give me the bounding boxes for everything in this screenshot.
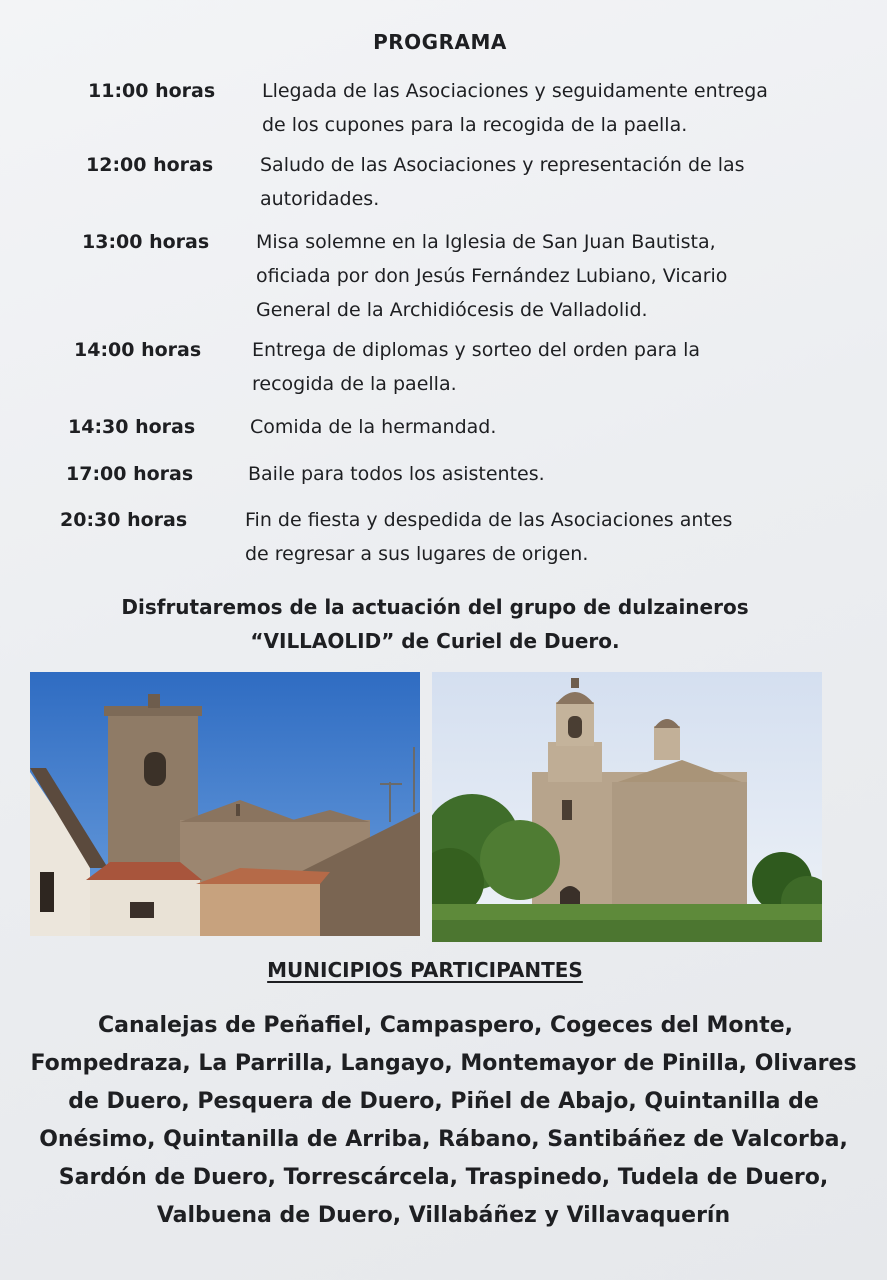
schedule-time: 17:00 horas	[66, 463, 194, 485]
schedule-description-line: de regresar a sus lugares de origen.	[245, 543, 589, 565]
church-tower-photo	[30, 672, 420, 936]
schedule-time: 12:00 horas	[86, 154, 214, 176]
municipios-line: Sardón de Duero, Torrescárcela, Traspinedo, Tudela de Duero,	[58, 1165, 829, 1190]
schedule-description-line: Entrega de diplomas y sorteo del orden para la	[252, 339, 701, 361]
schedule-time: 14:00 horas	[74, 339, 202, 361]
municipios-line: Valbuena de Duero, Villabáñez y Villavaquerín	[156, 1203, 731, 1228]
schedule-description-line: oficiada por don Jesús Fernández Lubiano, Vicario	[256, 265, 728, 287]
municipios-list	[0, 1007, 887, 1235]
schedule-description-line: Comida de la hermandad.	[250, 416, 497, 438]
schedule-row	[74, 333, 874, 401]
schedule-description	[256, 225, 727, 327]
schedule-time: 20:30 horas	[60, 509, 188, 531]
schedule-description-line: autoridades.	[260, 188, 380, 210]
schedule-description	[252, 333, 700, 401]
schedule-description-line: Fin de fiesta y despedida de las Asociaciones antes	[245, 509, 733, 531]
schedule-row	[82, 225, 882, 327]
schedule-row	[86, 148, 886, 216]
schedule-row	[88, 74, 887, 142]
schedule-row	[60, 503, 860, 571]
schedule-description-line: Baile para todos los asistentes.	[248, 463, 545, 485]
schedule-time: 13:00 horas	[82, 231, 210, 253]
schedule-row	[68, 410, 868, 444]
schedule-description-line: de los cupones para la recogida de la paella.	[262, 114, 688, 136]
programa-title: PROGRAMA	[373, 30, 507, 54]
schedule-description	[260, 148, 745, 216]
schedule-description	[262, 74, 768, 142]
dulzaineros-note	[0, 590, 870, 658]
schedule-description-line: Misa solemne en la Iglesia de San Juan Bautista,	[256, 231, 716, 253]
municipios-line: Onésimo, Quintanilla de Arriba, Rábano, Santibáñez de Valcorba,	[39, 1127, 848, 1152]
schedule-description	[245, 503, 732, 571]
municipios-line: de Duero, Pesquera de Duero, Piñel de Abajo, Quintanilla de	[68, 1089, 819, 1114]
schedule-description	[250, 410, 496, 444]
church-photo	[432, 672, 822, 942]
municipios-line: Fompedraza, La Parrilla, Langayo, Montemayor de Pinilla, Olivares	[30, 1051, 857, 1076]
schedule-time: 11:00 horas	[88, 80, 216, 102]
schedule-time: 14:30 horas	[68, 416, 196, 438]
schedule-description	[248, 457, 545, 491]
schedule-description-line: Llegada de las Asociaciones y seguidamente entrega	[262, 80, 768, 102]
municipios-title: MUNICIPIOS PARTICIPANTES	[267, 958, 583, 982]
schedule-description-line: Saludo de las Asociaciones y representación de las	[260, 154, 745, 176]
schedule-description-line: General de la Archidiócesis de Valladolid.	[256, 299, 648, 321]
note-line: Disfrutaremos de la actuación del grupo de dulzaineros	[121, 595, 749, 619]
schedule-row	[66, 457, 866, 491]
note-line: “VILLAOLID” de Curiel de Duero.	[250, 629, 620, 653]
schedule-description-line: recogida de la paella.	[252, 373, 457, 395]
municipios-line: Canalejas de Peñafiel, Campaspero, Cogeces del Monte,	[98, 1013, 793, 1038]
